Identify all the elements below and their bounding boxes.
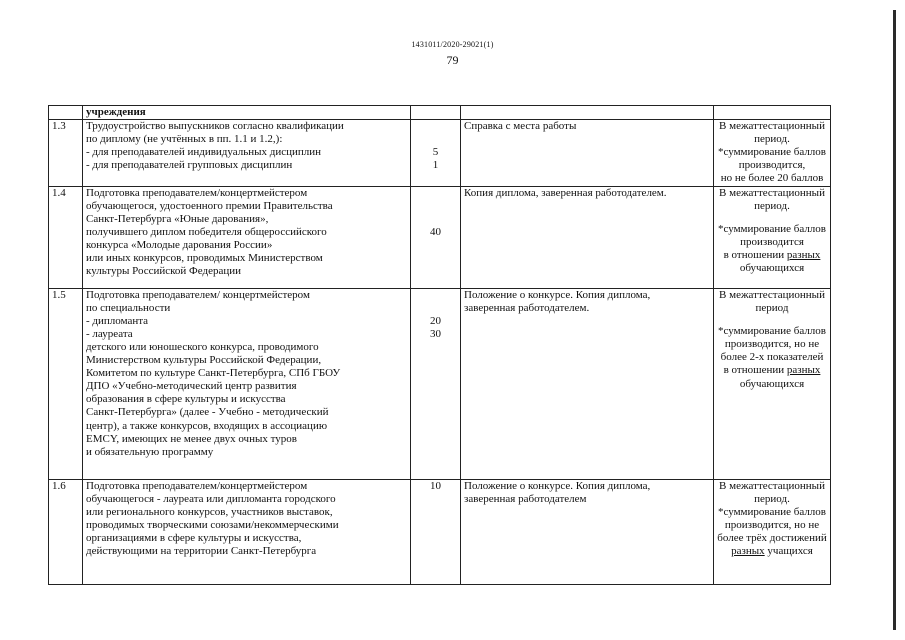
row-number: 1.4	[49, 186, 83, 288]
criterion-line: обучающегося, удостоенного премии Правительства	[86, 199, 333, 212]
note-underlined: разных	[731, 545, 765, 558]
criterion-line: EMCY, имеющих не менее двух очных туров	[86, 432, 297, 445]
note-line: *суммирование баллов	[718, 146, 826, 159]
note-line: производится	[740, 236, 804, 249]
table-row-1-3	[49, 120, 831, 186]
points-cell	[411, 186, 461, 288]
note-line: В межаттестационный	[719, 186, 825, 199]
points-line	[414, 120, 457, 133]
note-line: более трёх достижений	[717, 531, 827, 544]
document-cell	[461, 288, 714, 479]
criterion-line: Подготовка преподавателем/концертмейстером	[86, 186, 308, 199]
note-line	[717, 249, 827, 262]
points-value: 5	[432, 146, 439, 159]
criterion-line: обучающегося - лауреата или дипломанта городского	[86, 492, 336, 505]
points-line	[414, 133, 457, 146]
note-text: в отношении	[723, 249, 787, 262]
document-cell	[461, 106, 714, 120]
document-code: 1431011/2020-29021(1)	[411, 40, 494, 49]
note-cell	[714, 288, 831, 479]
note-cell	[714, 479, 831, 584]
points-line	[414, 289, 457, 302]
criterion-line: организациями в сфере культуры и искусства,	[86, 531, 302, 544]
note-gap	[717, 213, 827, 223]
table-row-1-4	[49, 186, 831, 288]
row-number: 1.6	[49, 479, 83, 584]
criterion-line: конкурса «Молодые дарования России»	[86, 238, 273, 251]
criterion-line: - для преподавателей групповых дисциплин	[86, 159, 293, 172]
note-line: В межаттестационный	[719, 120, 825, 133]
note-line: производится,	[738, 159, 806, 172]
document-line: заверенная работодателем	[464, 492, 587, 505]
document-line: Положение о конкурсе. Копия диплома,	[464, 479, 651, 492]
row-number: 1.3	[49, 120, 83, 186]
points-value: 40	[430, 225, 441, 238]
criterion-line: получившего диплом победителя общероссийского	[86, 225, 327, 238]
document-cell	[461, 479, 714, 584]
row-number: 1.5	[49, 288, 83, 479]
criterion-line: Министерством культуры Российской Федерации,	[86, 354, 322, 367]
note-line: более 2-х показателей	[720, 351, 824, 364]
note-line: *суммирование баллов	[718, 505, 826, 518]
note-text: учащихся	[764, 545, 813, 558]
table-row-top	[49, 106, 831, 120]
table-row-1-5	[49, 288, 831, 479]
criterion-line: культуры Российской Федерации	[86, 265, 242, 278]
note-underlined: разных	[786, 249, 821, 262]
note-line: производится, но не	[724, 518, 820, 531]
note-line: В межаттестационный	[719, 288, 825, 301]
note-line: обучающихся	[739, 377, 805, 390]
criterion-line: центр), а также конкурсов, входящих в ассоциацию	[86, 419, 328, 432]
note-line	[717, 364, 827, 377]
criterion-cell	[83, 186, 411, 288]
note-gap	[717, 315, 827, 325]
criterion-line: Санкт-Петербурга» (далее - Учебно - методический	[86, 406, 329, 419]
criterion-line: Подготовка преподавателем/концертмейстером	[86, 479, 308, 492]
document-cell: Справка с места работы	[461, 120, 714, 186]
note-cell	[714, 106, 831, 120]
criterion-line: действующими на территории Санкт-Петербурга	[86, 545, 317, 558]
criterion-line: Санкт-Петербурга «Юные дарования»,	[86, 212, 269, 225]
points-value: 30	[430, 327, 441, 340]
criterion-line: ДПО «Учебно-методический центр развития	[86, 380, 297, 393]
criterion-line: по специальности	[86, 301, 171, 314]
note-line: обучающихся	[739, 262, 805, 275]
note-line: производится, но не	[724, 338, 820, 351]
points-line	[414, 200, 457, 213]
criterion-cell: учреждения	[83, 106, 411, 120]
criterion-line: проводимых творческими союзами/некоммерческими	[86, 518, 339, 531]
criterion-cell	[83, 120, 411, 186]
note-line: *суммирование баллов	[718, 223, 826, 236]
criterion-line: по диплому (не учтённых в пп. 1.1 и 1.2,):	[86, 133, 283, 146]
points-line	[414, 302, 457, 315]
points-value: 20	[430, 314, 441, 327]
page-number: 79	[446, 53, 459, 67]
points-cell	[411, 106, 461, 120]
criterion-line: образования в сфере культуры и искусства	[86, 393, 286, 406]
note-line: период.	[754, 199, 790, 212]
note-cell	[714, 120, 831, 186]
points-value: 1	[432, 159, 439, 172]
criterion-line: - для преподавателей индивидуальных дисциплин	[86, 146, 322, 159]
document-line: Положение о конкурсе. Копия диплома,	[464, 288, 651, 301]
criterion-line: Подготовка преподавателем/ концертмейстером	[86, 288, 310, 301]
note-underlined: разных	[786, 364, 821, 377]
note-line: период.	[754, 492, 790, 505]
points-cell	[411, 120, 461, 186]
criterion-line: - лауреата	[86, 327, 133, 340]
note-line	[717, 545, 827, 558]
note-line: но не более 20 баллов	[720, 172, 824, 185]
criterion-cell	[83, 288, 411, 479]
note-line: период	[755, 301, 789, 314]
points-value: 10	[430, 479, 441, 492]
num-cell	[49, 106, 83, 120]
note-line: *суммирование баллов	[718, 325, 826, 338]
page-edge-line	[893, 10, 896, 630]
criterion-line: или регионального конкурсов, участников выставок,	[86, 505, 333, 518]
note-text: в отношении	[723, 364, 787, 377]
criterion-line: или иных конкурсов, проводимых Министерством	[86, 252, 323, 265]
note-line: период.	[754, 133, 790, 146]
criteria-table	[48, 105, 831, 585]
table-row-1-6	[49, 479, 831, 584]
points-line	[414, 187, 457, 200]
criterion-line: и обязательную программу	[86, 445, 214, 458]
note-line: В межаттестационный	[719, 479, 825, 492]
document-cell: Копия диплома, заверенная работодателем.	[461, 186, 714, 288]
points-cell	[411, 479, 461, 584]
criterion-line: - дипломанта	[86, 314, 149, 327]
document-line: заверенная работодателем.	[464, 301, 590, 314]
criterion-line: Трудоустройство выпускников согласно квалификации	[86, 120, 344, 133]
points-line	[414, 213, 457, 226]
criterion-line: Комитетом по культуре Санкт-Петербурга, СПб ГБОУ	[86, 367, 341, 380]
points-cell	[411, 288, 461, 479]
criterion-cell	[83, 479, 411, 584]
criterion-line: детского или юношеского конкурса, проводимого	[86, 340, 319, 353]
note-cell	[714, 186, 831, 288]
